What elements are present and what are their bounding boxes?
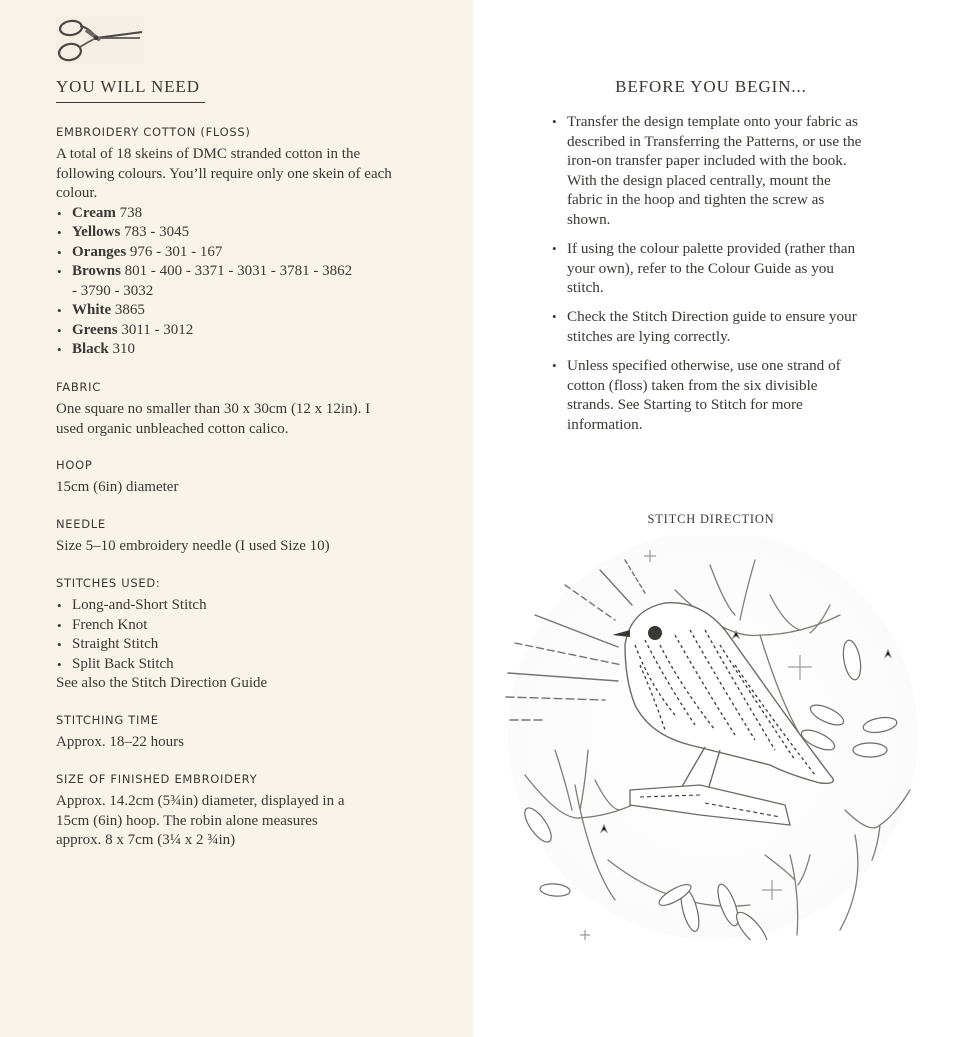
stitch-direction-caption: STITCH DIRECTION	[647, 512, 775, 526]
colour-name: Black	[72, 341, 109, 357]
colour-item-browns	[56, 262, 356, 301]
embroidery-cotton-label: EMBROIDERY COTTON (FLOSS)	[56, 125, 251, 139]
colour-name: Oranges	[72, 243, 127, 260]
step-item: • Unless specified otherwise, use one strand of cotton (floss) taken from the six divisible strands. See Starting to Stitch for more information.	[552, 356, 862, 434]
colour-item-greens	[56, 321, 356, 341]
fabric-section	[56, 380, 396, 439]
before-you-begin-list	[552, 112, 862, 444]
colour-codes: 783 - 3045	[124, 224, 190, 240]
colour-codes: 976 - 301 - 167	[129, 243, 223, 260]
you-will-need-heading: YOU WILL NEED	[56, 77, 200, 96]
colour-name: Greens	[72, 321, 118, 338]
embroidery-scissors-icon	[56, 16, 144, 64]
colour-item-yellows	[56, 223, 356, 243]
before-you-begin-heading: BEFORE YOU BEGIN...	[615, 77, 807, 96]
colour-codes: 3011 - 3012	[121, 321, 194, 338]
stitching-time-label: STITCHING TIME	[56, 713, 159, 727]
embroidery-cotton-section	[56, 125, 416, 360]
colour-name: Browns	[72, 263, 121, 279]
colour-codes: 3865	[114, 302, 145, 318]
stitch-item: • Straight Stitch	[56, 635, 416, 655]
fabric-label: FABRIC	[56, 380, 101, 394]
stitches-section	[56, 576, 416, 694]
step-item: • If using the colour palette provided (rather than your own), refer to the Colour Guide as you stitch.	[552, 239, 862, 298]
embroidery-cotton-intro: A total of 18 skeins of DMC stranded cotton in the following colours. You’ll require only one skein of each colour.	[56, 146, 392, 201]
colour-item-black	[56, 340, 356, 360]
colour-list	[56, 204, 356, 360]
size-section	[56, 772, 356, 851]
stitch-item: • Split Back Stitch	[56, 655, 416, 675]
colour-item-oranges	[56, 243, 356, 263]
size-text: Approx. 14.2cm (5¾in) diameter, displayed in a 15cm (6in) hoop. The robin alone measures approx. 8 x 7cm (3¼ x 2 ¾in)	[56, 793, 345, 848]
colour-item-cream	[56, 204, 356, 224]
needle-text: Size 5–10 embroidery needle (I used Size 10)	[56, 538, 330, 554]
colour-codes: 310	[112, 341, 135, 357]
step-item: • Transfer the design template onto your fabric as described in Transferring the Patterns, or use the iron-on transfer paper included with the book. With the design placed centrally, mount the fabric in the hoop and tighten the screw as shown.	[552, 112, 862, 230]
robin-stitch-direction-illustration	[500, 535, 930, 940]
fabric-text: One square no smaller than 30 x 30cm (12 x 12in). I used organic unbleached cotton calico.	[56, 401, 371, 437]
heading-underline	[56, 102, 205, 103]
stitch-item: • Long-and-Short Stitch	[56, 596, 416, 616]
stitches-label: STITCHES USED:	[56, 576, 161, 590]
needle-section	[56, 517, 416, 557]
you-will-need-panel	[0, 0, 473, 1037]
colour-name: White	[72, 302, 112, 318]
needle-label: NEEDLE	[56, 517, 106, 531]
step-item: • Check the Stitch Direction guide to ensure your stitches are lying correctly.	[552, 307, 862, 346]
stitch-item: • French Knot	[56, 616, 416, 636]
hoop-section	[56, 458, 416, 498]
colour-item-white	[56, 301, 356, 321]
colour-name: Cream	[72, 204, 116, 221]
hoop-text: 15cm (6in) diameter	[56, 479, 179, 495]
colour-codes: 738	[119, 204, 143, 221]
hoop-label: HOOP	[56, 458, 93, 472]
stitching-time-text: Approx. 18–22 hours	[56, 734, 184, 750]
colour-codes: 801 - 400 - 3371 - 3031 - 3781 - 3862 - 3790 - 3032	[72, 263, 353, 299]
stitches-list	[56, 596, 416, 674]
stitching-time-section	[56, 713, 416, 753]
size-label: SIZE OF FINISHED EMBROIDERY	[56, 772, 258, 786]
colour-name: Yellows	[72, 224, 121, 240]
stitches-note: See also the Stitch Direction Guide	[56, 675, 268, 691]
